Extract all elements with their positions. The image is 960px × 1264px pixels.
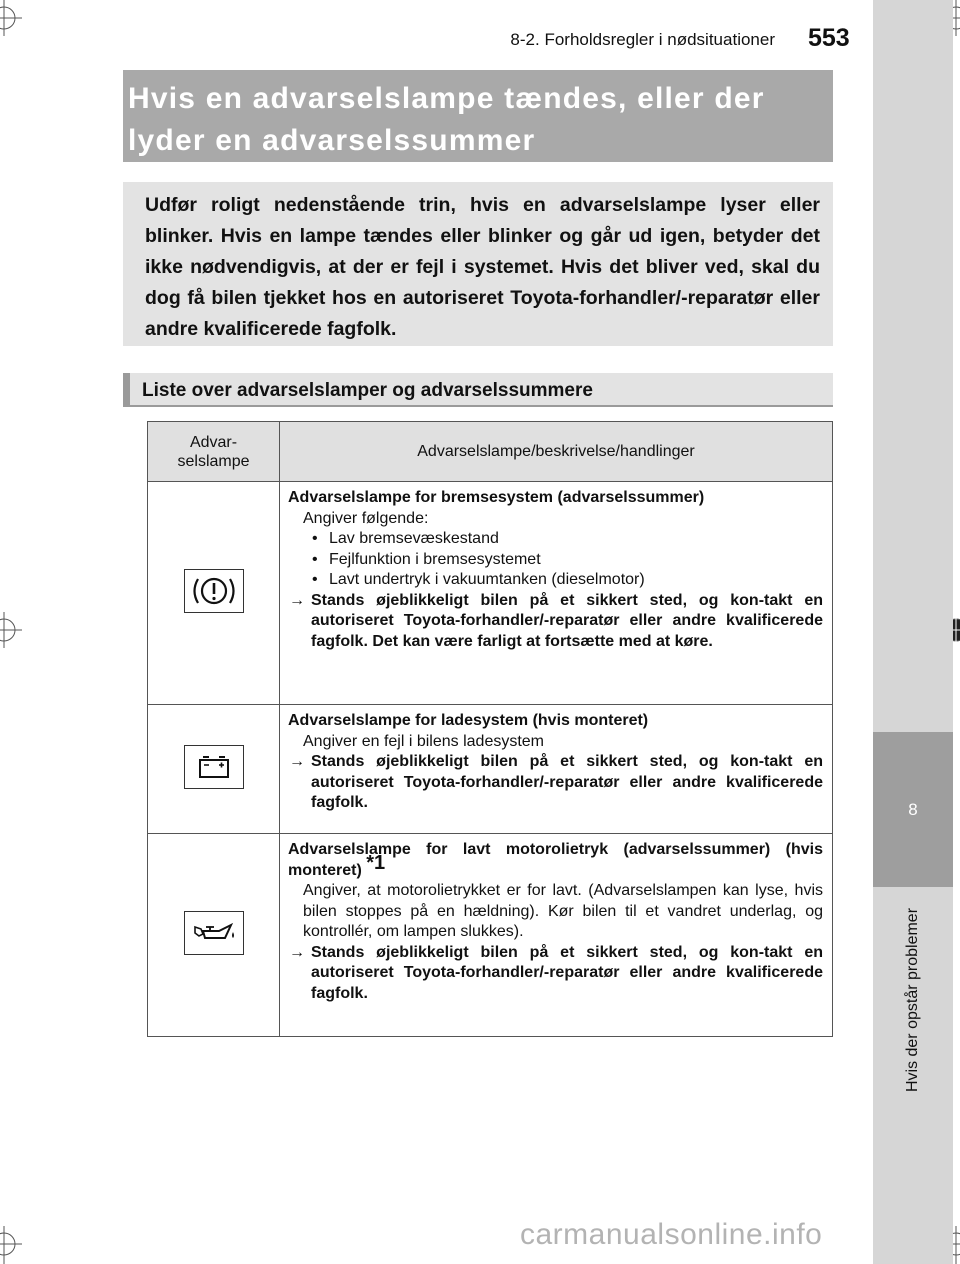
header-section-title: 8-2. Forholdsregler i nødsituationer — [510, 30, 775, 49]
arrow-icon: → — [289, 591, 305, 609]
brake-warning-icon — [184, 569, 244, 613]
column-header-lamp-line1: Advar- — [189, 433, 238, 451]
lamp-icon-cell — [148, 482, 280, 705]
column-header-lamp — [148, 422, 280, 482]
lamp-title-text: Advarselslampe for lavt motorolietryk (advarselssummer) (hvis monteret) — [288, 841, 823, 879]
watermark: carmanualsonline.info — [520, 1218, 823, 1251]
subheading: Liste over advarselslamper og advarselssummere — [142, 380, 593, 401]
lamp-description-cell — [280, 482, 833, 705]
table-header-row — [148, 422, 833, 482]
crop-mark-mid-left — [0, 610, 30, 650]
lamp-action — [288, 943, 823, 1005]
table-row — [148, 705, 833, 834]
list-item — [288, 570, 823, 591]
lamp-action — [288, 752, 823, 814]
lamp-description-cell — [280, 834, 833, 1037]
bullet-glyph: • — [312, 571, 318, 588]
arrow-icon: → — [289, 753, 305, 770]
lamp-icon-cell — [148, 705, 280, 834]
column-header-lamp-line2: selslampe — [177, 452, 250, 470]
lamp-description: Angiver, at motorolietrykket er for lavt. (Advarselslampen kan lyse, hvis bilen stoppes på en hældning). Kør bilen til et vandret underlag, og kontrollér, om lampen slukkes). — [303, 882, 823, 940]
footnote-marker: *1 — [366, 851, 386, 874]
lamp-description: Angiver en fejl i bilens ladesystem — [303, 732, 545, 750]
lamp-action-text: Stands øjeblikkeligt bilen på et sikkert sted, og kon-takt en autoriseret Toyota-forhandler/-reparatør eller andre kvalificerede fagfolk. — [311, 753, 823, 811]
lamp-icon-cell — [148, 834, 280, 1037]
bullet-text: Fejlfunktion i bremsesystemet — [329, 550, 541, 568]
crop-mark-top-left — [0, 0, 30, 40]
page-number: 553 — [808, 24, 850, 52]
battery-icon — [184, 745, 244, 789]
lamp-action-text: Stands øjeblikkeligt bilen på et sikkert sted, og kon-takt en autoriseret Toyota-forhandler/-reparatør eller andre kvalificerede fagfolk. Det kan være farligt at fortsætte med at køre. — [311, 591, 823, 650]
oil-pressure-icon — [184, 911, 244, 955]
intro-text: Udfør roligt nedenstående trin, hvis en advarselslampe lyser eller blinker. Hvis en lampe tændes eller blinker og går ud igen, betyder det ikke nødvendigvis, at der er fejl i systemet. Hvis det bliver ved, skal du dog få bilen tjekket hos en autoriseret Toyota-forhandler/-reparatør eller andre kvalificerede fagfolk. — [145, 194, 820, 340]
arrow-icon: → — [289, 943, 305, 961]
chapter-label: Hvis der opstår problemer — [904, 907, 921, 1093]
lamp-title — [288, 840, 823, 881]
lamp-action — [288, 591, 823, 653]
lamp-action-text: Stands øjeblikkeligt bilen på et sikkert sted, og kon-takt en autoriseret Toyota-forhandler/-reparatør eller andre kvalificerede fagfolk. — [311, 943, 823, 1002]
bullet-text: Lavt undertryk i vakuumtanken (dieselmotor) — [329, 571, 645, 588]
chapter-number: 8 — [908, 799, 918, 819]
list-item — [288, 550, 823, 571]
table-row — [148, 834, 833, 1037]
page-title: Hvis en advarselslampe tændes, eller der lyder en advarselssummer — [128, 82, 765, 157]
warning-lamp-table — [147, 421, 833, 1037]
lamp-description-cell — [280, 705, 833, 834]
bullet-text: Lav bremsevæskestand — [329, 530, 499, 547]
column-header-description: Advarselslampe/beskrivelse/handlinger — [280, 422, 833, 482]
lamp-title: Advarselslampe for bremsesystem (advarselssummer) — [288, 489, 705, 506]
lamp-title: Advarselslampe for ladesystem (hvis monteret) — [288, 712, 649, 729]
table-row — [148, 482, 833, 705]
chapter-number-box — [873, 732, 953, 887]
crop-mark-bottom-left — [0, 1222, 30, 1264]
bullet-glyph: • — [312, 530, 318, 547]
lamp-description: Angiver følgende: — [303, 509, 429, 527]
bullet-glyph: • — [312, 550, 318, 568]
list-item — [288, 529, 823, 550]
